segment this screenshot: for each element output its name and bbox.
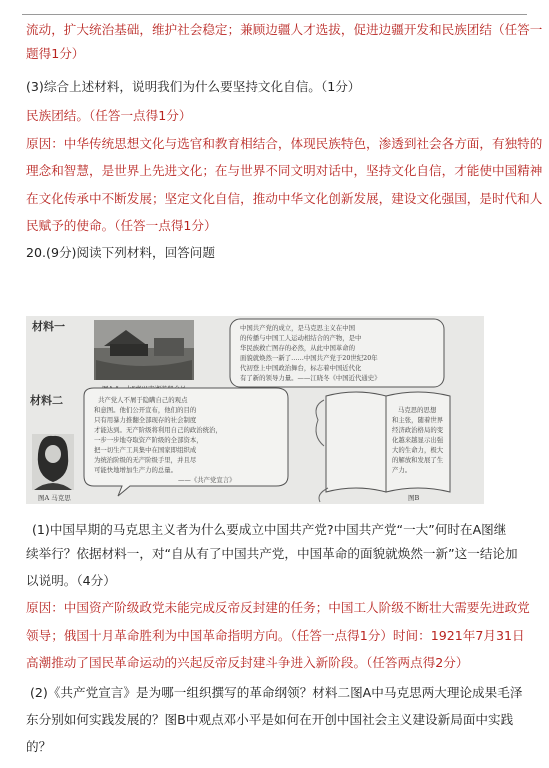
text-line: 领导；俄国十月革命胜利为中国革命指明方向。（任答一点得1分）时间：1921年7月31日 [26,628,525,643]
quote-line: 可能快地增加生产力的总量。 [94,466,178,474]
top-rule [22,14,527,15]
book-line: 经济政治格局的变 [392,426,444,434]
quote-line: 面貌就焕然一新了……中国共产党于20世纪20年 [240,354,378,362]
question-line: (2)《共产党宣言》是为哪一组织撰写的革命纲领？材料二图A中马克思两大理论成果毛泽 [30,685,523,700]
quote-line: 共产党人不屑于隐瞒自己的观点 [98,396,188,404]
text-line: 原因：中国资产阶级政党未能完成反帝反封建的任务；中国工人阶级不断壮大需要先进政党 [26,600,530,615]
text-line: 题得1分） [26,46,85,61]
quote-line: 代初登上中国政治舞台，标志着中国近代化 [240,364,362,372]
quote-line: 才能达到。无产阶级将利用自己的政治统治， [94,426,222,434]
quote-line: 的传播与中国工人运动相结合的产物，是中 [240,334,362,342]
question-line: (1)中国早期的马克思主义者为什么要成立中国共产党?中国共产党“一大”何时在A图继 [32,522,507,537]
caption-book: 图B [408,494,420,502]
boat-photo [94,320,194,380]
question-line: 以说明。（4分） [26,573,116,588]
text-line: 高潮推动了国民革命运动的兴起反帝反封建斗争进入新阶段。（任答两点得2分） [26,655,469,670]
material-two-label: 材料二 [30,394,63,407]
quote-line: 有了新的领导力量。——江晓冬《中国近代通史》 [240,374,381,382]
text-line: 原因：中华传统思想文化与选官和教育相结合，体现民族特色，渗透到社会各方面，有独特的 [26,136,543,151]
question-line: 的？ [26,739,52,754]
quote-line: 把一切生产工具集中在国家即组织成 [94,446,197,454]
text-line: 民赋予的使命。（任答一点得1分） [26,218,217,233]
quote-line: 为统治阶级的无产阶级手里，并且尽 [94,456,197,464]
quote-line: 一步一步地夺取资产阶级的全部资本， [94,436,203,444]
book-line: 产力。 [392,466,412,474]
material-figure [26,316,484,504]
question-line: 续举行？依据材料一，对“自从有了中国共产党，中国革命的面貌就焕然一新”这一结论加 [26,546,518,561]
quote-line: 和意图。他们公开宣布，他们的目的 [94,406,197,414]
material-illustration [26,316,484,504]
quote-source: ——《共产党宣言》 [178,476,236,484]
book-text [392,405,444,474]
question-line: 东分别如何实践发展的？图B中观点邓小平是如何在开创中国社会主义建设新局面中实践 [26,712,514,727]
text-line: 民族团结。（任答一点得1分） [26,108,192,123]
question-heading: 20.(9分)阅读下列材料，回答问题 [26,245,215,260]
text-line: 理念和智慧，是世界上先进文化；在与世界不同文明对话中，坚持文化自信，才能使中国精神 [26,163,543,178]
material-one-label: 材料一 [32,320,65,333]
text-line: 流动，扩大统治基础，维护社会稳定；兼顾边疆人才选拔，促进边疆开发和民族团结（任答一 [26,22,543,37]
book-line: 和主张，随着世界 [392,416,444,424]
caption-marx: 图A 马克思 [38,494,71,502]
quote-line: 中国共产党的成立，是马克思主义在中国 [240,324,356,332]
book-line: 马克思的思想 [398,406,437,414]
text-line: 在文化传承中不断发展；坚定文化自信，推动中华文化创新发展，建设文化强国，是时代和人 [26,191,543,206]
quote-line: 只有用暴力推翻全部现存的社会制度 [94,416,197,424]
book-line: 化越来越显示出强 [392,436,444,444]
marx-portrait [32,434,74,490]
book-line: 大的生命力，极大 [392,446,444,454]
quote-line: 华民族救亡图存的必然，从此中国革命的 [240,344,356,352]
book-line: 的解放和发展了生 [392,456,444,464]
question-line: (3)综合上述材料，说明我们为什么要坚持文化自信。（1分） [26,79,361,94]
